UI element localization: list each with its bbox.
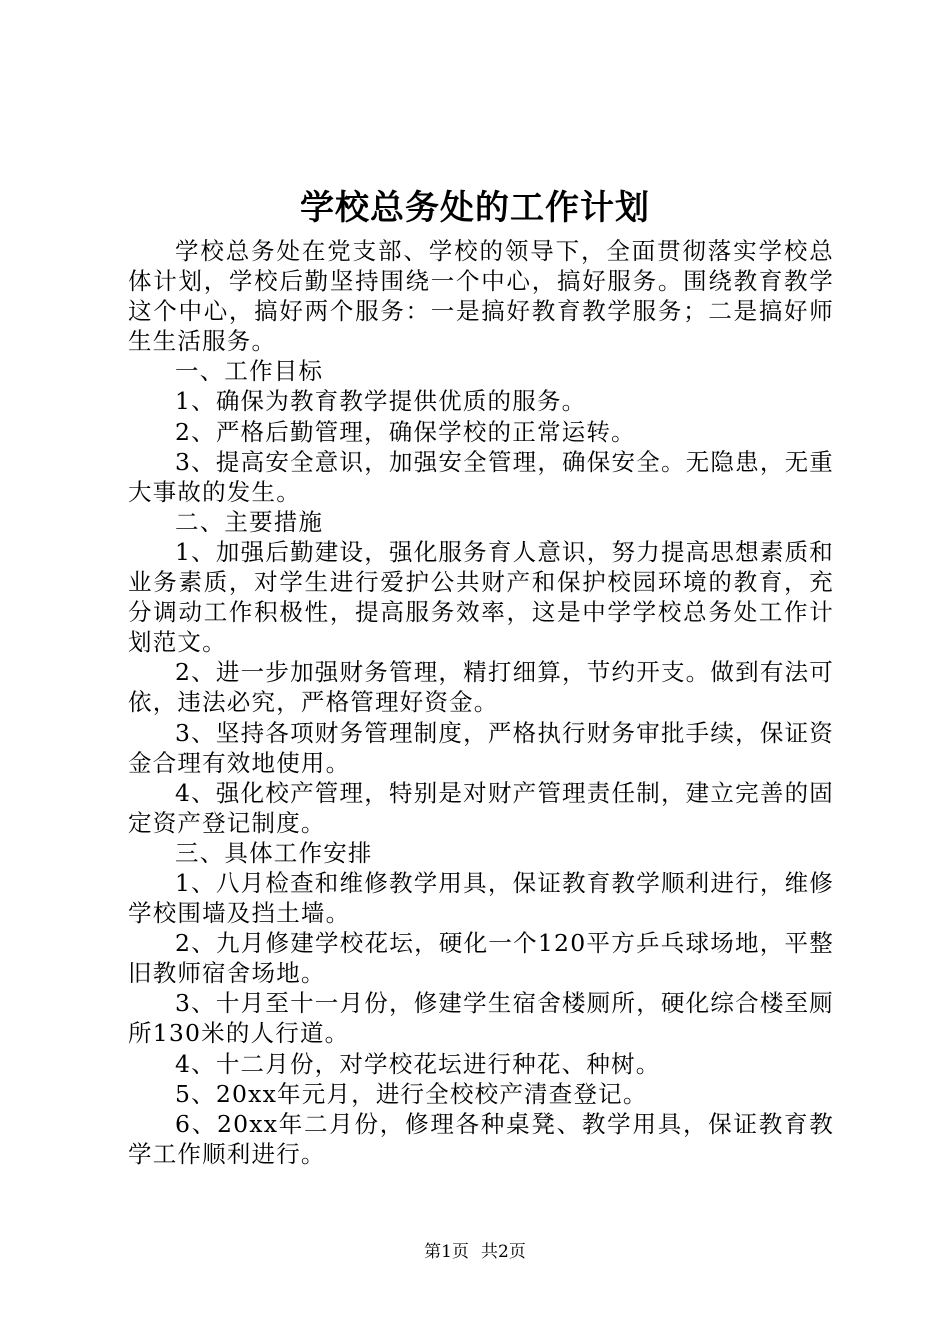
- schedule-item: 4、十二月份，对学校花坛进行种花、种树。: [175, 1049, 661, 1078]
- schedule-item: 1、八月检查和维修教学用具，保证教育教学顺利进行，维修学校围墙及挡土墙。: [128, 868, 834, 928]
- measure-item: 4、强化校产管理，特别是对财产管理责任制，建立完善的固定资产登记制度。: [128, 778, 834, 837]
- schedule-item: 6、20xx年二月份，修理各种桌凳、教学用具，保证教育教学工作顺利进行。: [128, 1109, 834, 1168]
- section-heading-goals: 一、工作目标: [175, 357, 324, 386]
- measure-item: 2、进一步加强财务管理，精打细算，节约开支。做到有法可依，违法必究，严格管理好资金。: [128, 658, 834, 717]
- page-number-total: 共2页: [481, 1242, 526, 1262]
- document-body: [128, 236, 834, 1169]
- goal-item: 2、严格后勤管理，确保学校的正常运转。: [175, 417, 636, 446]
- schedule-item: 2、九月修建学校花坛，硬化一个120平方乒乓球场地，平整旧教师宿舍场地。: [128, 929, 834, 988]
- intro-paragraph: 学校总务处在党支部、学校的领导下，全面贯彻落实学校总体计划，学校后勤坚持围绕一个中心，搞好服务。围绕教育教学这个中心，搞好两个服务：一是搞好教育教学服务；二是搞好师生生活服务。: [128, 237, 834, 356]
- goal-item: 3、提高安全意识，加强安全管理，确保安全。无隐患，无重大事故的发生。: [128, 447, 834, 506]
- measure-item: 3、坚持各项财务管理制度，严格执行财务审批手续，保证资金合理有效地使用。: [128, 718, 834, 777]
- schedule-item: 3、十月至十一月份，修建学生宿舍楼厕所，硬化综合楼至厕所130米的人行道。: [128, 989, 834, 1048]
- page-number-current: 第1页: [424, 1242, 469, 1262]
- measure-item: 1、加强后勤建设，强化服务育人意识，努力提高思想素质和业务素质，对学生进行爱护公共财产和保护校园环境的教育，充分调动工作积极性，提高服务效率，这是中学学校总务处工作计划范文。: [128, 537, 834, 657]
- section-heading-measures: 二、主要措施: [175, 507, 324, 536]
- page-footer: [0, 1240, 950, 1264]
- section-heading-schedule: 三、具体工作安排: [175, 838, 373, 867]
- schedule-item: 5、20xx年元月，进行全校校产清查登记。: [175, 1079, 648, 1108]
- goal-item: 1、确保为教育教学提供优质的服务。: [175, 387, 587, 416]
- document-title: 学校总务处的工作计划: [300, 188, 650, 228]
